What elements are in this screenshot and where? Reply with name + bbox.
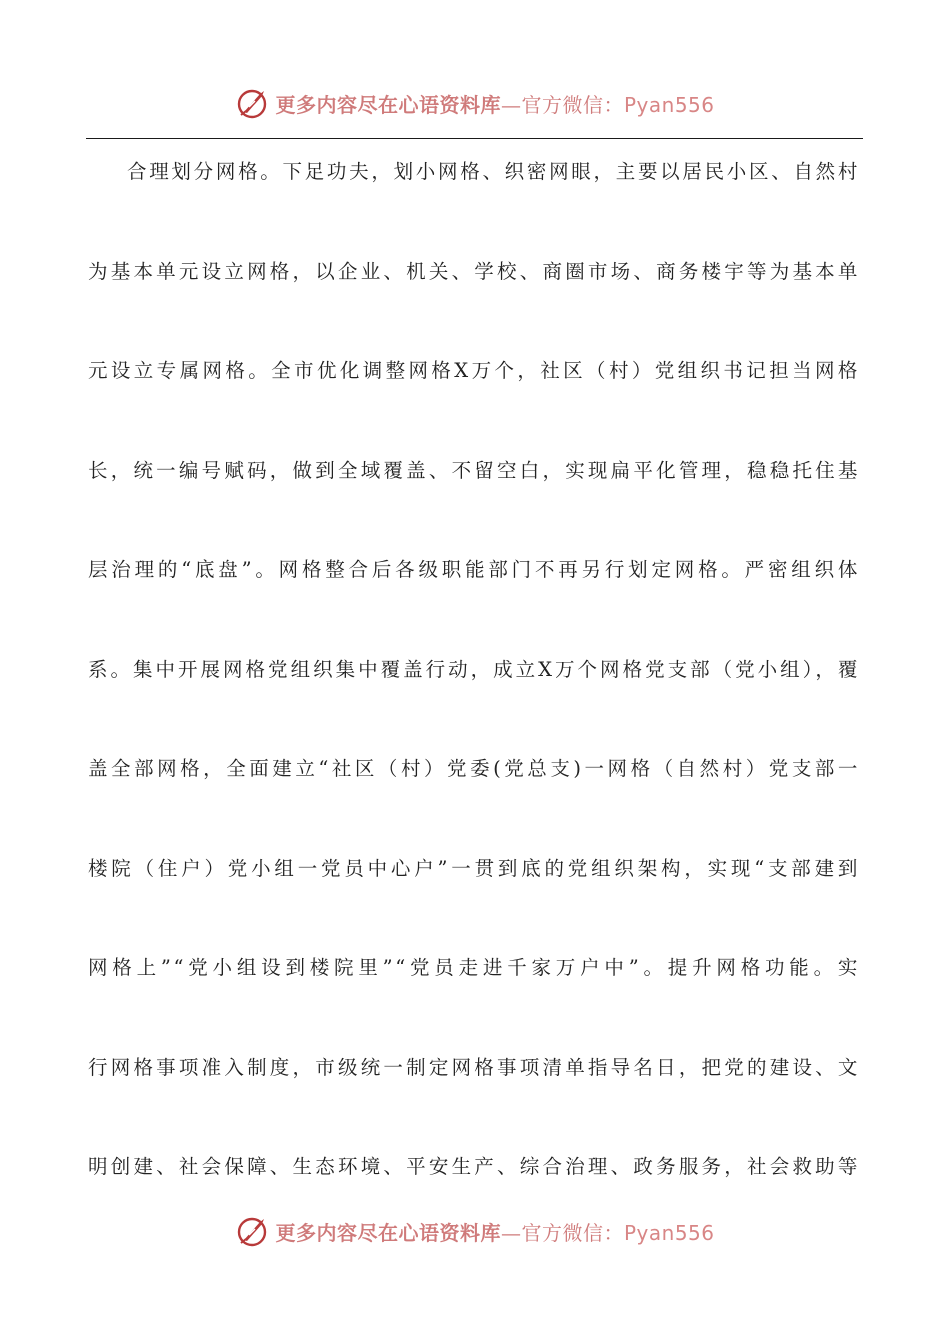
body-line: 长，统一编号赋码，做到全域覆盖、不留空白，实现扁平化管理，稳稳托住基 xyxy=(88,458,860,482)
body-line: 层治理的“底盘”。网格整合后各级职能部门不再另行划定网格。严密组织体 xyxy=(88,558,860,581)
body-line: 明创建、社会保障、生态环境、平安生产、综合治理、政务服务，社会救助等 xyxy=(88,1155,860,1178)
body-line: 合理划分网格。下足功夫，划小网格、织密网眼，主要以居民小区、自然村 xyxy=(127,160,860,183)
footer-suffix: 官方微信： xyxy=(521,1220,624,1245)
body-line: 网格上”“党小组设到楼院里”“党员走进千家万户中”。提升网格功能。实 xyxy=(88,956,860,979)
quill-pen-icon xyxy=(235,85,271,121)
header-banner xyxy=(0,83,950,123)
header-wechat-handle: Pyan556 xyxy=(623,92,715,117)
body-line: 元设立专属网格。全市优化调整网格X万个，社区（村）党组织书记担当网格 xyxy=(88,359,860,382)
footer-banner xyxy=(0,1211,950,1251)
footer-banner-text xyxy=(275,1217,714,1246)
body-line: 楼院（住户）党小组一党员中心户”一贯到底的党组织架构，实现“支部建到 xyxy=(88,856,860,880)
header-divider xyxy=(86,138,863,139)
quill-pen-icon xyxy=(235,1213,271,1249)
header-banner-text xyxy=(275,89,714,118)
footer-brand: 更多内容尽在心语资料库 xyxy=(275,1220,501,1245)
footer-separator: — xyxy=(500,1220,522,1245)
footer-wechat-handle: Pyan556 xyxy=(623,1220,715,1245)
body-line: 盖全部网格，全面建立“社区（村）党委(党总支)一网格（自然村）党支部一 xyxy=(88,757,860,780)
body-line: 行网格事项准入制度，市级统一制定网格事项清单指导名日，把党的建设、文 xyxy=(88,1055,860,1079)
body-paragraph xyxy=(88,146,860,1241)
header-separator: — xyxy=(500,92,522,117)
body-line: 系。集中开展网格党组织集中覆盖行动，成立X万个网格党支部（党小组），覆 xyxy=(88,657,860,681)
body-line: 为基本单元设立网格，以企业、机关、学校、商圈市场、商务楼宇等为基本单 xyxy=(88,259,860,283)
header-brand: 更多内容尽在心语资料库 xyxy=(275,92,501,117)
header-suffix: 官方微信： xyxy=(521,92,624,117)
